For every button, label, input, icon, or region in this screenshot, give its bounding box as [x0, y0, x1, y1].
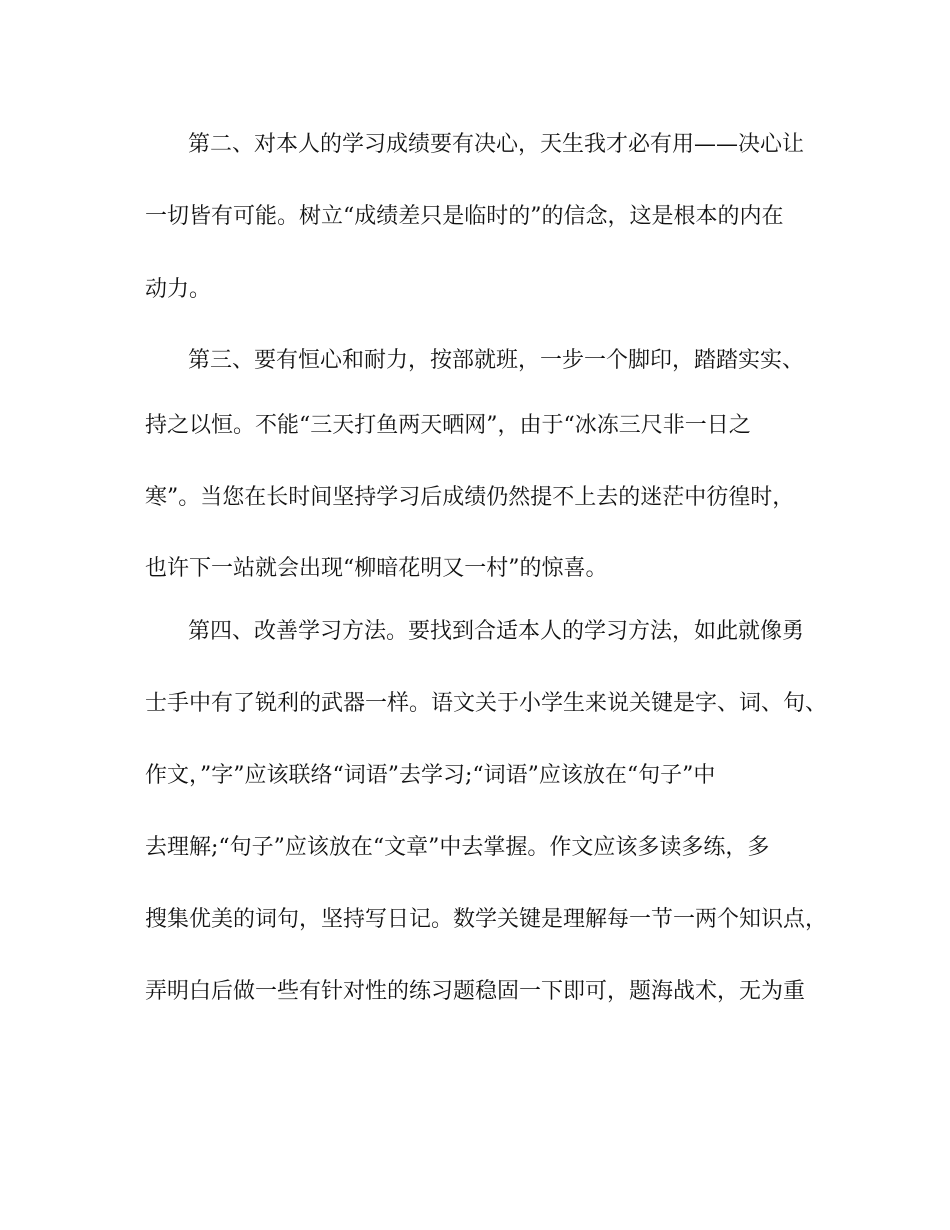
paragraph-4-line-1: 第四、改善学习方法。要找到合适本人的学习方法，如此就像勇 — [188, 619, 805, 644]
paragraph-2-line-1: 第二、对本人的学习成绩要有决心，天生我才必有用——决心让 — [188, 132, 805, 157]
paragraph-3-line-1: 第三、要有恒心和耐力，按部就班，一步一个脚印，踏踏实实、 — [188, 348, 805, 373]
paragraph-4-line-3: 作文，”字”应该联络“词语”去学习;“词语”应该放在“句子”中 — [145, 763, 716, 788]
paragraph-2-line-3: 动力。 — [145, 277, 212, 302]
paragraph-3-line-4: 也许下一站就会出现“柳暗花明又一村”的惊喜。 — [145, 556, 608, 581]
paragraph-4-line-2: 士手中有了锐利的武器一样。语文关于小学生来说关键是字、词、句、 — [145, 691, 828, 716]
paragraph-2-line-2: 一切皆有可能。树立“成绩差只是临时的”的信念，这是根本的内在 — [145, 204, 784, 229]
paragraph-3-line-2: 持之以恒。不能“三天打鱼两天晒网”，由于“冰冻三尺非一日之 — [145, 413, 751, 438]
paragraph-3-line-3: 寒”。当您在长时间坚持学习后成绩仍然提不上去的迷茫中彷徨时， — [145, 485, 795, 510]
paragraph-4-line-4: 去理解;“句子”应该放在“文章”中去掌握。作文应该多读多练，多 — [145, 835, 770, 860]
paragraph-4-line-6: 弄明白后做一些有针对性的练习题稳固一下即可，题海战术，无为重 — [145, 979, 806, 1004]
paragraph-4-line-5: 搜集优美的词句，坚持写日记。数学关键是理解每一节一两个知识点， — [145, 907, 828, 932]
